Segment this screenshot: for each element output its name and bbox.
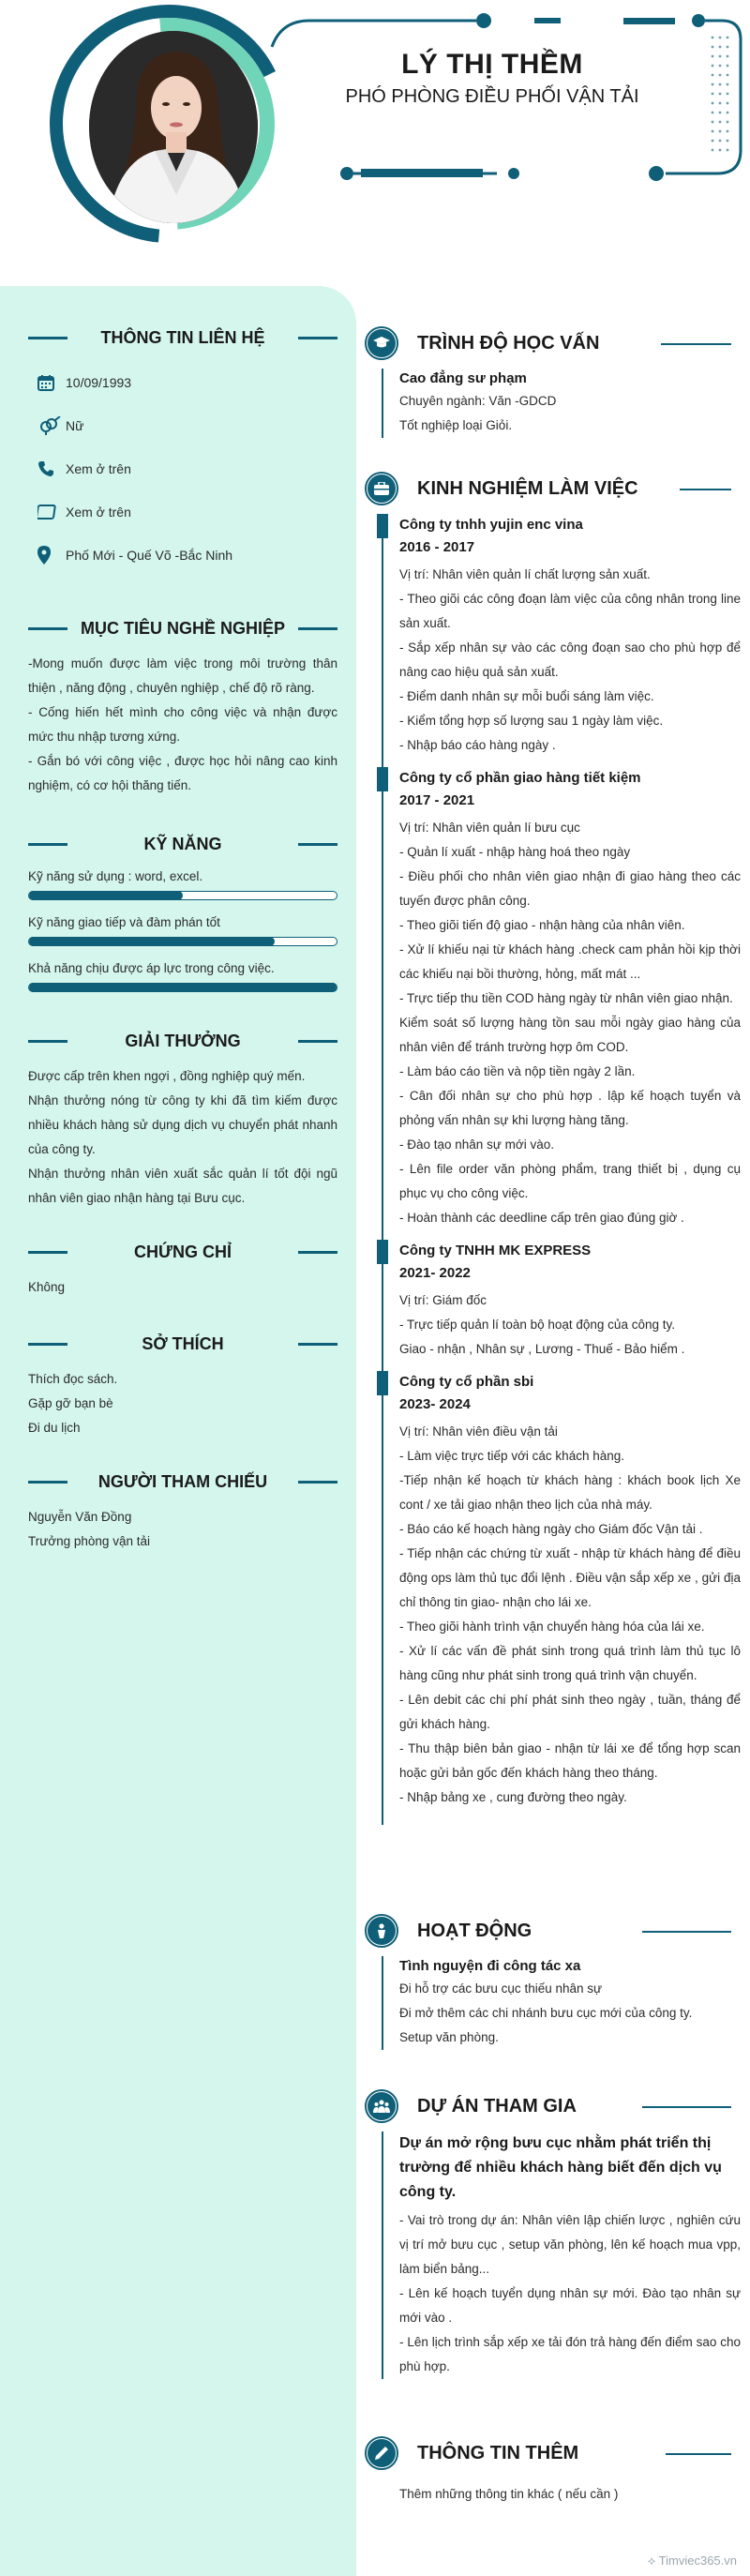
projects-heading: DỰ ÁN THAM GIA	[361, 2086, 741, 2128]
education-section	[361, 324, 741, 438]
contact-address: Phố Mới - Quế Võ -Bắc Ninh	[28, 534, 338, 577]
job-item	[399, 1240, 741, 1362]
left-column	[0, 286, 356, 2576]
job-company: Công ty tnhh yujin enc vina	[399, 517, 583, 533]
skill-item: Kỹ năng sử dụng : word, excel.	[28, 867, 338, 900]
email-icon	[38, 502, 66, 522]
contact-section	[28, 324, 338, 577]
contact-birthday: 10/09/1993	[28, 361, 338, 404]
skills-heading: KỸ NĂNG	[28, 830, 338, 858]
skill-bar-fill	[29, 937, 275, 946]
activity-name: Tình nguyện đi công tác xa	[399, 1958, 581, 1974]
awards-section	[28, 1027, 338, 1211]
awards-text: Được cấp trên khen ngợi , đồng nghiệp quý mến. Nhận thưởng nóng từ công ty khi đã tìm kiếm được nhiều khách hàng sử dụng dịch vụ chuyển phát nhanh của công ty. Nhận thưởng nhân viên xuất sắc quản lí tốt đội ngũ nhân viên giao nhận hàng tại Bưu cục.	[28, 1069, 338, 1205]
certificates-section	[28, 1238, 338, 1300]
skills-section	[28, 830, 338, 992]
job-company: Công ty cổ phần sbi	[399, 1374, 534, 1390]
hobbies-section	[28, 1330, 338, 1440]
graduation-cap-icon	[368, 329, 396, 357]
skill-bar	[28, 891, 338, 900]
hobbies-text: Thích đọc sách. Gặp gỡ bạn bè Đi du lịch	[28, 1372, 118, 1435]
activities-body	[382, 1956, 741, 2050]
briefcase-icon	[368, 475, 396, 503]
contact-gender: Nữ	[28, 404, 338, 447]
header	[0, 0, 750, 286]
education-body	[382, 369, 741, 438]
gender-icon	[38, 415, 66, 436]
projects-section	[361, 2086, 741, 2379]
contact-heading: THÔNG TIN LIÊN HỆ	[28, 324, 338, 352]
skill-item: Kỹ năng giao tiếp và đàm phán tốt	[28, 913, 338, 946]
other-text: Thêm những thông tin khác ( nếu cần )	[399, 2487, 619, 2501]
skill-bar-fill	[29, 983, 337, 992]
other-section	[361, 2433, 741, 2507]
calendar-icon	[38, 372, 66, 393]
watermark-icon: ⟡	[647, 2553, 659, 2568]
education-school: Cao đẳng sư phạm	[399, 370, 527, 386]
other-body	[382, 2482, 741, 2507]
other-heading: THÔNG TIN THÊM	[361, 2433, 741, 2475]
skill-bar-fill	[29, 891, 183, 900]
job-description: Vị trí: Giám đốc - Trực tiếp quản lí toàn bộ hoạt động của công ty. Giao - nhận , Nhân sự , Lương - Thuế - Bảo hiểm .	[399, 1293, 685, 1356]
avatar-photo	[89, 31, 258, 223]
job-period: 2023- 2024	[399, 1396, 471, 1412]
candidate-job-title: PHÓ PHÒNG ĐIỀU PHỐI VẬN TẢI	[345, 86, 639, 107]
certificates-heading: CHỨNG CHỈ	[28, 1238, 338, 1266]
experience-heading: KINH NGHIỆM LÀM VIỆC	[361, 469, 741, 510]
watermark: ⟡ Timviec365.vn	[647, 2553, 737, 2568]
activities-heading: HOẠT ĐỘNG	[361, 1911, 741, 1952]
skill-bar	[28, 937, 338, 946]
job-company: Công ty cổ phần giao hàng tiết kiệm	[399, 770, 641, 786]
job-item	[399, 767, 741, 1230]
skill-bar	[28, 983, 338, 992]
avatar	[89, 31, 258, 223]
job-period: 2021- 2022	[399, 1265, 471, 1281]
experience-section	[361, 469, 741, 1825]
education-heading: TRÌNH ĐỘ HỌC VẤN	[361, 324, 741, 365]
project-text: - Vai trò trong dự án: Nhân viên lập chiến lược , nghiên cứu vị trí mở bưu cục , setup văn phòng, lên kế hoạch mua vpp, làm biển bảng... - Lên kế hoạch tuyển dụng nhân sự mới. Đào tạo nhân sự mới vào . - Lên lịch trình sắp xếp xe tải đón trả hàng đến điểm sao cho phù hợp.	[399, 2213, 741, 2373]
job-item	[399, 514, 741, 758]
activities-section	[361, 1911, 741, 2050]
activity-text: Đi hỗ trợ các bưu cục thiếu nhân sự Đi mở thêm các chi nhánh bưu cục mới của công ty. Setup văn phòng.	[399, 1981, 693, 2044]
job-description: Vị trí: Nhân viên điều vận tải - Làm việc trực tiếp với các khách hàng. -Tiếp nhận kế hoạch từ khách hàng : khách book lịch Xe cont / xe tải giao nhận theo lịch của nhà máy. - Báo cáo kế hoạch hàng ngày cho Giám đốc Vận tải . - Tiếp nhận các chứng từ xuất - nhập từ khách hàng để điều động ops làm thủ tục đổi lệnh . Điều vận sắp xếp xe , gửi địa chỉ thông tin giao- nhận cho lái xe. - Theo giõi hành trình vận chuyển hàng hóa của lái xe. - Xử lí các vấn đề phát sinh trong quá trình làm thủ tục lô hàng cũng như phát sinh trong quá trình vận chuyển. - Lên debit các chi phí phát sinh theo ngày , tuần, tháng để gửi khách hàng. - Thu thập biên bản giao - nhận từ lái xe để tổng hợp scan hoặc gửi bản gốc đến khách hàng theo tháng. - Nhập bảng xe , cung đường theo ngày.	[399, 1424, 741, 1804]
phone-icon	[38, 459, 66, 479]
pencil-icon	[368, 2439, 396, 2467]
education-text: Chuyên ngành: Văn -GDCD Tốt nghiệp loại Giỏi.	[399, 394, 557, 432]
job-description: Vị trí: Nhân viên quản lí chất lượng sản xuất. - Theo giõi các công đoạn làm việc của công nhân trong line sản xuất. - Sắp xếp nhân sự vào các công đoạn sao cho phù hợp để nâng cao hiệu quả sản xuất. - Điểm danh nhân sự mỗi buổi sáng làm việc. - Kiểm tổng hợp số lượng sau 1 ngày làm việc. - Nhập báo cáo hàng ngày .	[399, 567, 741, 752]
certificates-text: Không	[28, 1280, 66, 1294]
objective-section	[28, 614, 338, 798]
project-name: Dự án mở rộng bưu cục nhằm phát triển thị trường để nhiều khách hàng biết đến dịch vụ công ty.	[399, 2135, 722, 2200]
contact-email: Xem ở trên	[28, 490, 338, 534]
job-period: 2017 - 2021	[399, 792, 475, 808]
contact-phone: Xem ở trên	[28, 447, 338, 490]
references-section	[28, 1468, 338, 1554]
candidate-name: LÝ THỊ THỀM	[401, 49, 583, 80]
objective-heading: MỤC TIÊU NGHỀ NGHIỆP	[28, 614, 338, 642]
skill-item: Khả năng chịu được áp lực trong công việc.	[28, 959, 338, 992]
job-period: 2016 - 2017	[399, 539, 475, 555]
person-icon	[368, 1917, 396, 1945]
experience-body	[382, 514, 741, 1825]
objective-text: -Mong muốn được làm việc trong môi trường thân thiện , năng động , chuyên nghiệp , chế độ rõ ràng. - Cống hiến hết mình cho công việc và nhận được mức thu nhập tương xứng. - Gắn bó với công việc , được học hỏi nâng cao kinh nghiệm, có cơ hội thăng tiến.	[28, 656, 338, 792]
awards-heading: GIẢI THƯỞNG	[28, 1027, 338, 1055]
location-icon	[38, 545, 66, 565]
job-description: Vị trí: Nhân viên quản lí bưu cục - Quản lí xuất - nhập hàng hoá theo ngày - Điều phối cho nhân viên giao nhận đi giao hàng theo các tuyến được phân công. - Theo giõi tiến độ giao - nhận hàng của nhân viên. - Xử lí khiếu nại từ khách hàng .check cam phản hồi kịp thời các khiếu nại bồi thường, hỏng, mất mát ... - Trực tiếp thu tiền COD hàng ngày từ nhân viên giao nhận. Kiểm soát số lượng hàng tồn sau mỗi ngày giao hàng của nhân viên để tránh trường hợp ôm COD. - Làm báo cáo tiền và nộp tiền ngày 2 lần. - Cân đối nhân sự cho phù hợp . lập kế hoạch tuyển và phỏng vấn nhân sự khi lượng hàng tăng. - Đào tạo nhân sự mới vào. - Lên file order văn phòng phẩm, trang thiết bị , dụng cụ phục vụ cho công việc. - Hoàn thành các deedline cấp trên giao đúng giờ .	[399, 821, 741, 1225]
hobbies-heading: SỞ THÍCH	[28, 1330, 338, 1358]
projects-body	[382, 2132, 741, 2379]
job-company: Công ty TNHH MK EXPRESS	[399, 1243, 592, 1258]
references-text: Nguyễn Văn Đồng Trưởng phòng vận tải	[28, 1510, 150, 1548]
team-icon	[368, 2092, 396, 2120]
job-item	[399, 1371, 741, 1810]
references-heading: NGƯỜI THAM CHIẾU	[28, 1468, 338, 1496]
